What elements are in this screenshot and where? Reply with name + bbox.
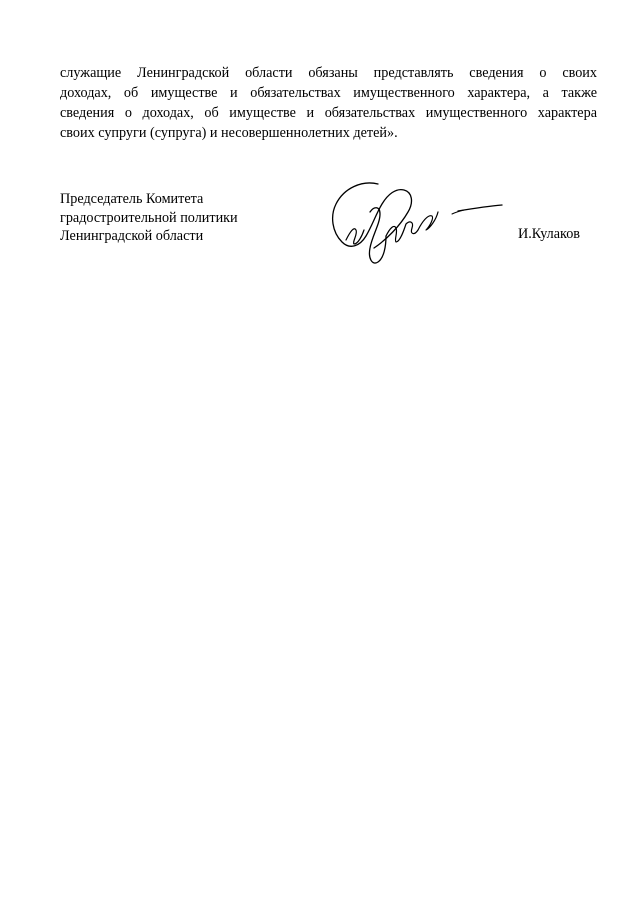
body-line-4: своих супруги (супруга) и несовершеннолетних детей».	[60, 125, 398, 141]
signer-position-line-3: Ленинградской области	[60, 228, 204, 244]
body-paragraph	[60, 63, 597, 143]
handwritten-signature-icon	[326, 170, 506, 270]
body-line-2: доходах, об имуществе и обязательствах имущественного характера, а также	[60, 85, 597, 101]
body-line-3: сведения о доходах, об имуществе и обязательствах имущественного характера	[60, 105, 597, 121]
signer-name: И.Кулаков	[518, 226, 580, 242]
signer-position	[60, 190, 238, 246]
body-line-1: служащие Ленинградской области обязаны представлять сведения о своих	[60, 65, 597, 81]
signer-position-line-1: Председатель Комитета	[60, 191, 204, 207]
signer-position-line-2: градостроительной политики	[60, 209, 238, 226]
